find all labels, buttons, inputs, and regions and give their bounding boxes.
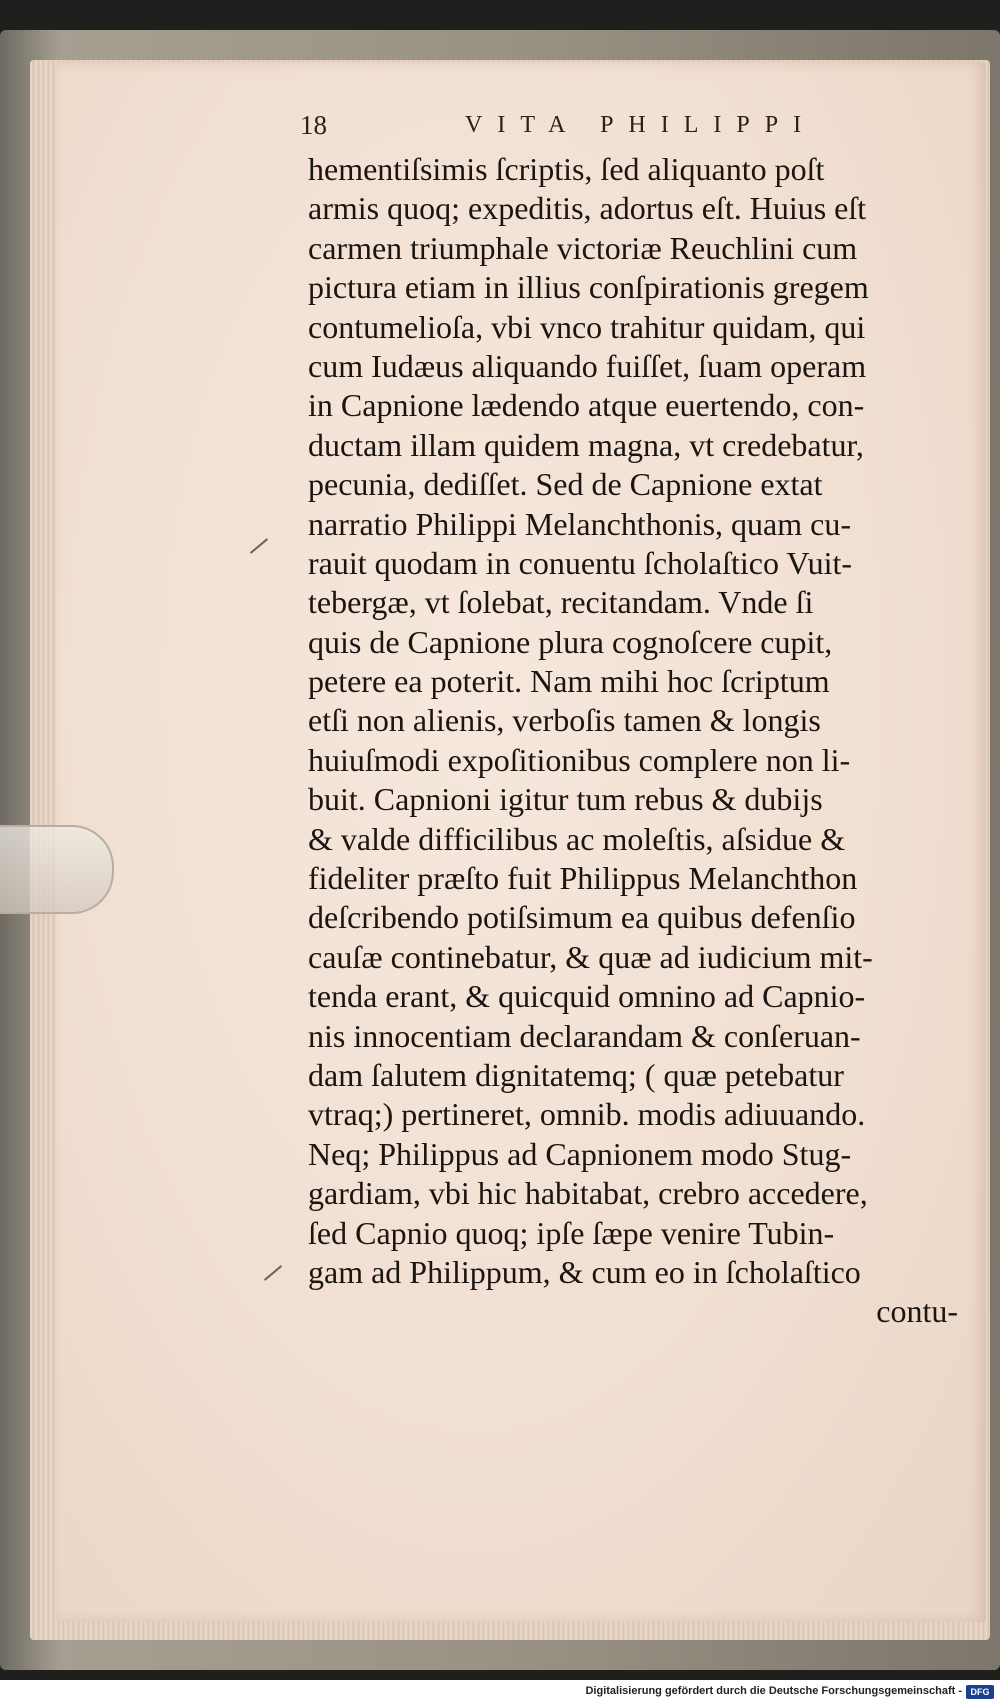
text-line: quis de Capnione plura cognoſcere cupit, xyxy=(308,623,833,660)
text-line: armis quoq; expeditis, adortus eſt. Huius eſt xyxy=(308,190,867,227)
footer-credit: Digitalisierung gefördert durch die Deutsche Forschungsgemeinschaft - xyxy=(585,1685,962,1697)
text-line: nis innocentiam declarandam & conſeruan- xyxy=(308,1017,861,1054)
text-line: pictura etiam in illius conſpirationis gregem xyxy=(308,269,869,306)
text-line: Neq; Philippus ad Capnionem modo Stug- xyxy=(308,1135,852,1172)
text-line: narratio Philippi Melanchthonis, quam cu- xyxy=(308,505,851,542)
text-line: rauit quodam in conuentu ſcholaſtico Vuit- xyxy=(308,544,853,581)
text-line: petere ea poterit. Nam mihi hoc ſcriptum xyxy=(308,663,830,700)
text-line: dam ſalutem dignitatemq; ( quæ petebatur xyxy=(308,1056,844,1093)
text-line: pecunia, dediſſet. Sed de Capnione extat xyxy=(308,466,823,503)
text-line: gardiam, vbi hic habitabat, crebro accedere, xyxy=(308,1175,868,1212)
page-number: 18 xyxy=(300,110,327,140)
text-line: cauſæ continebatur, & quæ ad iudicium mit- xyxy=(308,938,873,975)
text-line: tebergæ, vt ſolebat, recitandam. Vnde ſi xyxy=(308,584,814,621)
text-line: ductam illam quidem magna, vt credebatur, xyxy=(308,426,864,463)
dfg-logo: DFG xyxy=(966,1685,994,1699)
text-line: hementiſsimis ſcriptis, ſed aliquanto poſt xyxy=(308,151,825,187)
catchword: contu- xyxy=(876,1293,958,1330)
text-line: etſi non alienis, verboſis tamen & longis xyxy=(308,702,821,739)
text-line: fideliter præſto fuit Philippus Melanchthon xyxy=(308,860,858,897)
text-line: gam ad Philippum, & cum eo in ſcholaſtico xyxy=(308,1253,861,1290)
text-line: ſed Capnio quoq; ipſe ſæpe venire Tubin- xyxy=(308,1214,835,1251)
text-line: huiuſmodi expoſitionibus complere non li- xyxy=(308,741,851,778)
text-line: buit. Capnioni igitur tum rebus & dubijs xyxy=(308,781,823,818)
text-line: vtraq;) pertineret, omnib. modis adiuuando. xyxy=(308,1096,866,1133)
text-line: contumelioſa, vbi vnco trahitur quidam, qui xyxy=(308,308,866,345)
page-clip xyxy=(0,825,114,914)
running-title: VITA PHILIPPI xyxy=(465,112,817,138)
footer-bar xyxy=(0,1680,1000,1705)
text-line: & valde difficilibus ac moleſtis, aſsidue & xyxy=(308,820,846,857)
text-line: deſcribendo potiſsimum ea quibus defenſio xyxy=(308,899,856,936)
text-line: tenda erant, & quicquid omnino ad Capnio- xyxy=(308,978,866,1015)
text-line: in Capnione lædendo atque euertendo, con- xyxy=(308,387,865,424)
running-head xyxy=(300,110,960,150)
text-line: carmen triumphale victoriæ Reuchlini cum xyxy=(308,229,858,266)
text-line: cum Iudæus aliquando fuiſſet, ſuam operam xyxy=(308,347,867,384)
text-block xyxy=(308,150,960,1332)
